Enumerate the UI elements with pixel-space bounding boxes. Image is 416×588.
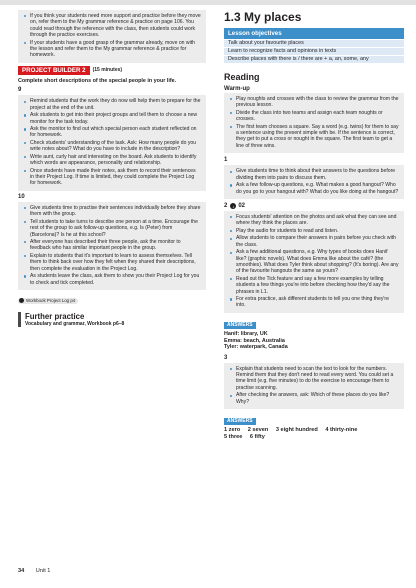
list-item: Ask a few follow-up questions, e.g. What makes a good hangout? Who do you go to your hangout with? What do you like doing at the hangout? — [228, 182, 399, 195]
answer-item: 3 eight hundred — [275, 427, 318, 434]
objectives-heading: Lesson objectives — [224, 28, 404, 39]
exercise-number-9: 9 — [18, 87, 22, 94]
list-item: For extra practice, ask different students to tell you one thing they're into. — [228, 296, 399, 309]
list-item: Focus students' attention on the photos and ask what they can see and where they think the places are. — [228, 214, 399, 227]
workbook-icon — [19, 298, 24, 303]
answer-line: Emma: beach, Australia — [224, 337, 285, 344]
list-item: Give students time to practise their sentences individually before they share them with the group. — [22, 205, 201, 218]
exercise-number-3 — [224, 355, 404, 361]
answer-item: 6 fifty — [249, 434, 265, 441]
list-item: Explain to students that it's important to learn to assess themselves. Tell them to think back over how they felt when they shared their descriptions, then complete the evaluation in the Project Log. — [22, 253, 201, 272]
exercise-10-notes — [18, 202, 206, 290]
list-item: Write aunt, curly hair and interesting on the board. Ask students to identify which words are appearance, personality and relationship. — [22, 154, 201, 167]
project-builder-minutes: (15 minutes) — [92, 67, 123, 74]
objective-item: Describe places with there is / there are + a, an, some, any — [224, 55, 404, 63]
page-footer — [18, 568, 50, 574]
project-builder-header — [18, 66, 206, 75]
reading-heading: Reading — [224, 72, 260, 82]
list-item: Ask students to get into their project groups and tell them to choose a new monitor for the task today. — [22, 112, 201, 125]
project-builder-badge: PROJECT BUILDER 2 — [18, 66, 90, 75]
exercise-3-label: 3 — [224, 354, 228, 361]
page-number: 34 — [18, 568, 25, 574]
audio-track-number: 02 — [238, 203, 246, 210]
answer-item: 1 zero — [224, 427, 241, 434]
further-practice-subtitle: Vocabulary and grammar, Workbook p6–8 — [25, 321, 125, 328]
exercise-3-list — [228, 366, 399, 405]
exercise-3-notes — [224, 363, 404, 409]
list-item: Explain that students need to scan the text to look for the numbers. Remind them that they don't need to read every word. You could set a time limit (e.g. five minutes) to do the exercise to encourage them to practise scanning. — [228, 366, 399, 391]
answer-item: 2 seven — [247, 427, 269, 434]
warmup-list — [228, 96, 399, 149]
warmup-heading: Warm-up — [224, 86, 250, 92]
right-column — [224, 10, 404, 442]
audio-icon: ♪ — [232, 203, 235, 209]
intro-bullet-list — [22, 13, 201, 59]
exercise-3-answers — [224, 427, 404, 441]
exercise-2-answers — [224, 331, 404, 351]
list-item: As students leave the class, ask them to show you their Project Log for you to check and tick completed. — [22, 273, 201, 286]
lesson-title: 1.3 My places — [224, 10, 302, 24]
answer-line: Hanif: library, UK — [224, 331, 268, 337]
exercise-10-list — [22, 205, 201, 286]
further-practice — [18, 312, 206, 327]
answer-line: Tyler: waterpark, Canada — [224, 344, 288, 351]
further-practice-bar — [18, 312, 21, 327]
list-item: If your students have a good grasp of the grammar already, move on with the lesson and refer them to the My grammar reference & practice for homework. — [22, 40, 201, 59]
warmup-notes — [224, 93, 404, 153]
list-item: Divide the class into two teams and assign each team noughts or crosses. — [228, 110, 399, 123]
project-builder-instruction: Complete short descriptions of the special people in your life. — [18, 77, 177, 84]
list-item: Play noughts and crosses with the class to review the grammar from the previous lesson. — [228, 96, 399, 109]
intro-notes — [18, 10, 206, 63]
exercise-2-label: 2 — [224, 203, 228, 210]
list-item: Check students' understanding of the task. Ask: How many people do you write notes about? What do you have to include in the description? — [22, 140, 201, 153]
answer-row — [224, 427, 404, 434]
list-item: After checking the answers, ask: Which of these places do you like? Why? — [228, 392, 399, 405]
left-column — [18, 10, 206, 327]
exercise-1-label: 1 — [224, 157, 228, 164]
exercise-2-list — [228, 214, 399, 309]
further-practice-title: Further practice — [25, 312, 85, 322]
unit-label: Unit 1 — [35, 568, 51, 574]
answer-row — [224, 434, 404, 441]
list-item: Play the audio for students to read and listen. — [228, 228, 399, 234]
list-item: After everyone has described their three people, ask the monitor to feedback who has similar important people in the group. — [22, 239, 201, 252]
list-item: Once students have made their notes, ask them to record their sentences in their Project Log. If time is limited, they could complete the Project Log for homework. — [22, 168, 201, 187]
workbook-label: Workbook Project Log p4 — [26, 298, 76, 304]
answer-item: 4 thirty-nine — [325, 427, 358, 434]
exercise-9-notes — [18, 95, 206, 191]
exercise-1-list — [228, 168, 399, 195]
list-item: Remind students that the work they do now will help them to prepare for the project at the end of the unit. — [22, 98, 201, 111]
workbook-tag — [18, 298, 78, 304]
answers-badge: ANSWERS — [224, 418, 256, 425]
list-item: Give students time to think about their answers to the questions before dividing them into pairs to discuss them. — [228, 168, 399, 181]
list-item: Allow students to compare their answers in pairs before you check with the class. — [228, 235, 399, 248]
further-practice-text — [25, 312, 124, 327]
list-item: If you think your students need more support and practice before they move on, refer them to the My grammar reference & practice on page 106. You could read through the reference with the class, then students could work through the practice exercises. — [22, 13, 201, 38]
list-item: The first team chooses a square. Say a word (e.g. twins) for them to say a sentence using the present simple with be. If the sentence is correct, they get to put a cross or nought in the square. The first team to get a line of three wins. — [228, 124, 399, 149]
top-bar — [0, 0, 416, 5]
list-item: Tell students to take turns to describe one person at a time. Encourage the rest of the group to ask follow-up questions, e.g. Is (Peter) from (Barcelona)? Is he at this school? — [22, 219, 201, 238]
answers-badge: ANSWERS — [224, 322, 256, 329]
answer-item: 5 three — [224, 434, 243, 441]
objective-item: Talk about your favourite places — [224, 39, 404, 47]
lesson-objectives — [224, 28, 404, 63]
exercise-1-notes — [224, 165, 404, 199]
list-item: Ask a few additional questions, e.g. Why types of books does Hanif like? (graphic novels). What does Emma like about the café? (the smoothies). What does Tyler think about shopping? (It's boring). Are any of the favourite hangouts the same as yours? — [228, 249, 399, 274]
list-item: Read out the Tick feature and say a few more examples by telling students a few things you're into before checking how they'd say the phrases in L1. — [228, 276, 399, 295]
exercise-9-list — [22, 98, 201, 186]
exercise-2-notes — [224, 211, 404, 313]
exercise-number-2 — [224, 203, 404, 209]
exercise-number-10: 10 — [18, 193, 25, 200]
exercise-number-1 — [224, 157, 404, 163]
objective-item: Learn to recognize facts and opinions in texts — [224, 47, 404, 55]
list-item: Ask the monitor to find out which special person each student reflected on for homework. — [22, 126, 201, 139]
